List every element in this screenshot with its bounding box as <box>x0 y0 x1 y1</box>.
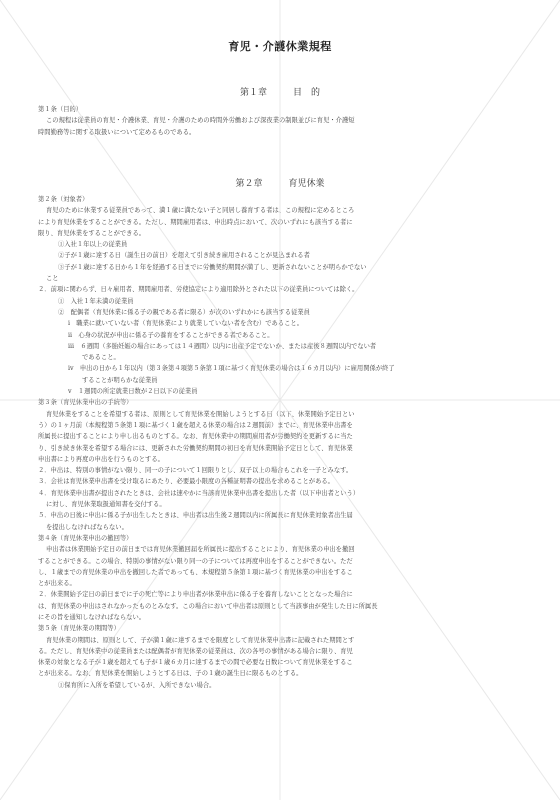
text-line: ② 配偶者（育児休業に係る子の親である者に限る）が次のいずれかにも該当する従業員 <box>58 308 310 316</box>
text-line: とが出来る。なお、育児休業を開始しようとする日は、子の１歳の誕生日に限るものとする。 <box>38 670 303 678</box>
text-line: 申出書により再度の申出を行うものとする。 <box>38 455 164 463</box>
text-line: とが出来る。 <box>38 580 76 588</box>
article-heading: 第４条（育児休業申出の撤回等） <box>38 534 133 542</box>
chapter-name: 育児休業 <box>288 179 325 189</box>
text-line: ２．休業開始予定日の前日までに子の死亡等により申出者が休業申出に係る子を養育しないこととなった場合に <box>38 591 353 599</box>
text-line: 育児休業をすることを希望する者は、原則として育児休業を開始しようとする日（以下、休業開始予定日とい <box>46 410 355 418</box>
text-line: 所属長に提出することにより申し出るものとする。なお、育児休業中の期間雇用者が労働契約を更新するに当た <box>38 433 353 441</box>
text-line: し、１歳までの育児休業の申出を撤回した者であっても、本規程第５条第１項に基づく育児休業の申出をするこ <box>38 568 353 576</box>
chapter-1-heading <box>0 85 560 98</box>
chapter-2-body <box>38 194 528 691</box>
text-line: 申出者は休業開始予定日の前日までは育児休業撤回届を所属長に提出することにより、育児休業の申出を撤回 <box>46 546 355 554</box>
text-line: ⅱ 心身の状況が申出に係る子の養育をすることができる者であること。 <box>68 331 274 339</box>
text-line: ②子が１歳に達する日（誕生日の前日）を超えて引き続き雇用されることが見込まれる者 <box>58 252 310 260</box>
chapter-2-heading <box>0 176 560 189</box>
text-line: は、育児休業の申出はされなかったものとみなす。この場合において申出者は原則として当該事由が発生した日に所属長 <box>38 602 378 610</box>
text-line: ⅲ ６週間（多胎妊娠の場合にあっては１４週間）以内に出産予定でないか、または産後８週間以内でない者 <box>68 342 377 350</box>
text-line: にその旨を通知しなければならない。 <box>38 613 146 621</box>
text-line: ２．前項に関わらず、日々雇用者、期間雇用者、労使協定により適用除外とされた以下の従業員については除く。 <box>38 286 359 294</box>
document-title: 育児・介護休業規程 <box>228 40 332 53</box>
text-line: であること。 <box>82 354 120 362</box>
text-line: ①保育所に入所を希望しているが、入所できない場合。 <box>58 681 216 689</box>
text-line: ４．育児休業申出書が提出されたときは、会社は速やかに当該育児休業申出書を提出した者（以下申出者という） <box>38 489 360 497</box>
text-line: 休業の対象となる子が１歳を超えても子が１歳６カ月に達するまでの間で必要な日数について育児休業をするこ <box>38 659 353 667</box>
chapter-number: 第２章 <box>235 179 263 189</box>
text-line: ３．会社は育児休業申出書を受け取るにあたり、必要最小限度の各種証明書の提出を求めることがある。 <box>38 478 334 486</box>
text-line: ①入社１年以上の従業員 <box>58 241 128 249</box>
text-line: う）の１ヶ月前（本規程第５条第１項に基づく１歳を超える休業の場合は２週間前）までに、育児休業申出書を <box>38 421 353 429</box>
article-heading: 第３条（育児休業申出の手続等） <box>38 399 133 407</box>
text-line: 育児のために休業する従業員であって、満１歳に満たない子と同居し養育する者は、この規程に定めるところ <box>46 207 355 215</box>
text-line: により育児休業をすることができる。ただし、期間雇用者は、申出時点において、次のいずれにも該当する者に <box>38 218 353 226</box>
text-line: を提出しなければならない。 <box>46 523 128 531</box>
text-line: ⅳ 申出の日から１年以内（第３条第４項第５条第１項に基づく育児休業の場合は１６カ月以内）に雇用関係が終了 <box>68 365 395 373</box>
text-line: り、引き続き休業を希望する場合には、更新された労働契約期間の初日を育児休業開始予定日として、育児休業 <box>38 444 353 452</box>
text-line: ⅰ 職業に就いていない者（育児休業により就業していない者を含む）であること。 <box>68 320 303 328</box>
text-line: 限り、育児休業をすることができる。 <box>38 229 146 237</box>
text-line: ① 入社１年未満の従業員 <box>58 297 134 305</box>
chapter-name: 目 的 <box>293 88 321 98</box>
text-line: に対し、育児休業取扱通知書を交付する。 <box>46 501 166 509</box>
text-line: することができる。この場合、特別の事情がない限り同一の子については再度申出をすることができない。ただ <box>38 557 353 565</box>
chapter-number: 第１章 <box>239 88 267 98</box>
chapter-1-body <box>38 104 528 138</box>
text-line: こと <box>46 275 59 283</box>
article-heading: 第２条（対象者） <box>38 196 89 203</box>
text-line: ２．申出は、特別の事情がない限り、同一の子について１回限りとし、双子以上の場合もこれを一子とみなす。 <box>38 467 353 475</box>
article-heading: 第５条（育児休業の期間等） <box>38 625 120 633</box>
text-line: この規程は従業員の育児・介護休業、育児・介護のための時間外労働および深夜業の制限並びに育児・介護短 <box>46 117 355 125</box>
text-line: ③子が１歳に達する日から１年を経過する日までに労働契約期間が満了し、更新されないことが明らかでない <box>58 263 367 271</box>
text-line: ５．申出の日後に申出に係る子が出生したときは、申出者は出生後２週間以内に所属長に育児休業対象者出生届 <box>38 512 353 520</box>
text-line: 育児休業の期間は、原則として、子が満１歳に達するまでを限度として育児休業申出書に記載された期間とす <box>46 636 355 644</box>
text-line: ⅴ １週間の所定就業日数が２日以下の従業員 <box>68 388 198 396</box>
text-line: る。ただし、育児休業中の従業員または配偶者が育児休業の従業員は、次の各号の事情がある場合に限り、育児 <box>38 647 353 655</box>
article-heading: 第１条（目的） <box>38 106 83 113</box>
text-line: することが明らかな従業員 <box>82 376 158 384</box>
text-line: 時間勤務等に関する取扱いについて定めるものである。 <box>38 128 196 136</box>
